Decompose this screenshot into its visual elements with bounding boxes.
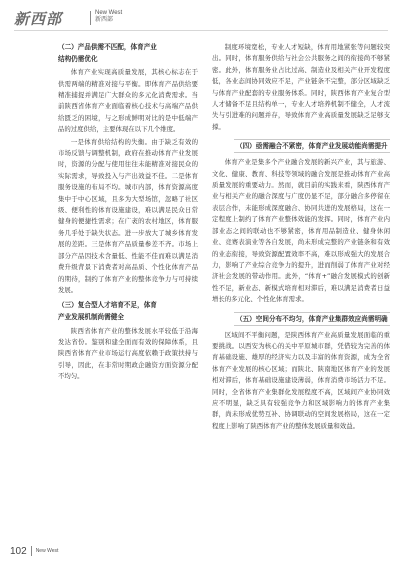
masthead bbox=[14, 8, 388, 30]
footer-magazine-name: New West bbox=[35, 548, 59, 554]
section-two-title-line1: （二）产品供需不匹配，体育产业 bbox=[58, 43, 157, 51]
magazine-logo-en bbox=[95, 10, 122, 24]
paragraph: 体育产业实现高质量发展，其核心标志在于供需两端的精准对接与平衡。即体育产品供给要精准捕捉并满足广大群众的多元化消费需求。当前陕西省体育产业面临着核心技术与高端产品供给匮乏的困境，与之形成鲜明对比的是中低端产品的过度供给，主要体现在以下几个维度。 bbox=[58, 68, 198, 134]
logo-en-line2: 新西部 bbox=[95, 17, 114, 23]
page-number: 102 bbox=[10, 545, 27, 557]
magazine-logo: 新西部 bbox=[14, 10, 63, 28]
paragraph: 制度环境宽松，专业人才短缺，体育用地紧张等问题较突出。同时，体育服务供给与社会公共服务之间的衔接尚不够紧密。此外，体育服务业占比过高、制造业及相关产业开发程度低，各业态间协同效应不足，产业链条不完整，部分区域缺乏与体育产业配套的专业服务体系。同时，陕西体育产业复合型人才储备不足且结构单一，专业人才培养机制不健全，人才流失与引进难的问题并存，导致体育产业高质量发展缺乏足够支撑。 bbox=[212, 43, 390, 131]
page-footer bbox=[10, 545, 58, 557]
footer-divider bbox=[31, 546, 32, 556]
paragraph: 区域间不平衡问题，是陕西体育产业高质量发展面临的重要挑战。以西安为核心的关中平原城市群，凭借较为完善的体育基础设施、雄厚的经济实力以及丰富的体育资源，成为全省体育产业发展的核心区域；而陕北、陕南地区体育产业的发展相对滞后，体育基础设施建设薄弱，体育消费市场活力不足。同时，全省体育产业集群化发展程度不高，区域间产业协同效应不明显，缺乏具有较强竞争力和区域影响力的体育产业集群，尚未形成优势互补、协调联动的空间发展格局，这在一定程度上影响了陕西体育产业的整体发展质量和效益。 bbox=[212, 330, 390, 430]
paragraph: 一是体育供给结构的失衡。由于缺乏有效的市场反馈与调整机制，政府在推动体育产业发展时，资源的分配与使用往往未能精准对接民众的实际需求，导致投入与产出效益不佳。二是体育服务设施的布局不均。城市内部，体育资源高度集中于中心区域，且多为大型场馆，忽略了社区级、便利性的体育设施建设，难以满足民众日常健身的便捷性需求；在广袤的农村地区，体育服务几乎处于缺失状态。进一步放大了城乡体育发展的差距。三是体育产品质量参差不齐。市场上部分产品因技术含量低、性能不佳而难以满足消费升级背景下消费者对高品质、个性化体育产品的期待，制约了体育产业的整体竞争力与可持续发展。 bbox=[58, 137, 198, 294]
section-three-title-line1: （三）复合型人才培育不足，体育 bbox=[58, 301, 157, 310]
paragraph: 体育产业是集多个产业融合发展的新兴产业，其与旅游、文化、健康、教育、科技等领域的融合发展是推动体育产业高质量发展的重要动力。然而，就目前的实践来看，陕西体育产业与相关产业的融合深度与广度仍显不足，部分融合多停留在表层合作，未能形成深度融合、协同共进的发展格局，这在一定程度上制约了体育产业整体效能的发挥。同时，体育产业内部业态之间的联动也不够紧密，体育用品制造业、健身休闲业、竞赛表演业等各自发展，尚未形成完整的产业链条和有效的业态衔接，导致资源配置效率不高，难以形成强大的发展合力，影响了产业综合竞争力的提升，进而削弱了体育产业对经济社会发展的带动作用。此外，“体育+”融合发展模式的创新性不足，新业态、新模式培育相对滞后，难以满足消费者日益增长的多元化、个性化体育需求。 bbox=[212, 158, 390, 304]
logo-en-line1: New West bbox=[95, 10, 123, 16]
left-column bbox=[58, 42, 198, 384]
header-rule bbox=[14, 30, 388, 31]
section-two-title-line2: 结构仍需优化 bbox=[58, 54, 98, 63]
section-five-title: （五）空间分布不均匀，体育产业集群效应尚需明确 bbox=[234, 312, 390, 326]
section-four-title: （四）亟需融合不紧密，体育产业发展动能尚需提升 bbox=[234, 139, 390, 153]
section-three-title bbox=[58, 300, 198, 323]
paragraph: 陕西省体育产业的整体发展水平较低于沿海发达省份。鉴别和建全面而有效的保障体系，且陕西省体育产业市场运行高度依赖于政策扶持与引导，因此，在非常时期政企融资方面资源分配不均匀。 bbox=[58, 326, 198, 381]
section-two-title bbox=[58, 42, 198, 65]
logo-divider bbox=[90, 11, 91, 25]
section-three-title-line2: 产业发展机制尚需健全 bbox=[58, 312, 124, 321]
right-column bbox=[212, 42, 390, 433]
